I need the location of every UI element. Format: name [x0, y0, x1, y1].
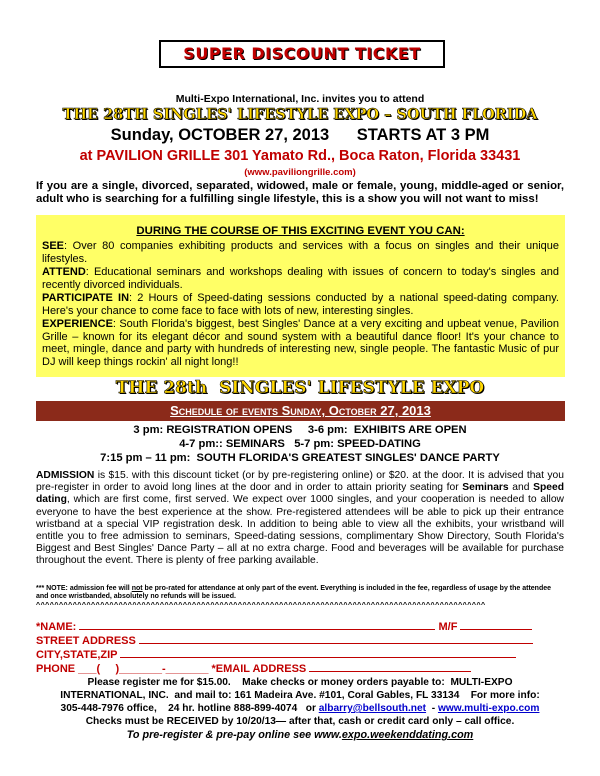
- experience-label: EXPERIENCE: [42, 318, 113, 330]
- name-label: *NAME:: [36, 621, 77, 633]
- see-item: [42, 240, 559, 265]
- venue-line: at PAVILION GRILLE 301 Yamato Rd., Boca Raton, Florida 33431: [79, 148, 521, 164]
- during-section: [36, 215, 565, 377]
- attend-text: : Educational seminars and workshops dealing with issues of concern to today's singles and recently divorced individuals.: [42, 266, 559, 291]
- admission-label: ADMISSION: [36, 470, 95, 481]
- footer-email-link[interactable]: albarry@bellsouth.net: [318, 703, 427, 714]
- expo-banner: THE 28th SINGLES' LIFESTYLE EXPO: [115, 378, 485, 398]
- experience-text: : South Florida's biggest, best Singles' Dance at a very exciting and upbeat venue, Pavilion Grille – known for its elegant décor and sound system with a beautiful dance floor! It's your chance to meet, mingle, dance and party with hundreds of interesting new, single people. The fantastic Music of pur DJ will keep things rockin' all night long!!: [42, 318, 559, 368]
- ticket-title-box: [159, 40, 445, 68]
- see-label: SEE: [42, 240, 65, 252]
- footer-preregister-link[interactable]: expo.weekenddating.com: [341, 729, 474, 741]
- admission-text-2: , which are first come, first served. We expect over 1000 singles, and your cooperation is needed to allow everyone to have the best experience at the show. Pre-registered attendees will be able to pick up their entrance wristband at a special VIP registration desk. In addition to being able to view all the exhibits, your wristband will entitle you to free admission to seminars, Speed-dating sessions, complimentary Show Directory, South Florida's Biggest and Best Singles' Dance Party – all at no extra charge. Food and beverages will be available for purchase throughout the event. There is plenty of free parking available.: [36, 494, 564, 567]
- event-title: THE 28TH SINGLES' LIFESTYLE EXPO – SOUTH FLORIDA: [62, 106, 538, 123]
- caret-divider: ^^^^^^^^^^^^^^^^^^^^^^^^^^^^^^^^^^^^^^^^^^^^^^^^^^^^^^^^^^^^^^^^^^^^^^^^^^^^^^^^^^^^^^^^^^^^^^^^^^: [36, 602, 486, 609]
- note-b: be pro-rated for attendance at only part of the event. Everything is included in the fee, regardless of usage by the attendee and once wristbanded, absolutely no refunds will be issued.: [36, 585, 552, 600]
- street-row: [36, 632, 564, 647]
- street-input[interactable]: [139, 632, 533, 644]
- footer-website-link[interactable]: www.multi-expo.com: [437, 703, 540, 714]
- intro-paragraph: If you are a single, divorced, separated, widowed, male or female, young, middle-aged or senior, adult who is searching for a fulfilling single lifestyle, this is a show you will not want to miss!: [36, 180, 564, 205]
- footer-line-2: INTERNATIONAL, INC. and mail to: 161 Madeira Ave. #101, Coral Gables, FL 33134 For more info:: [60, 690, 540, 701]
- admission-seminars: Seminars: [462, 482, 509, 494]
- note-not: not: [131, 585, 143, 592]
- venue-url[interactable]: (www.paviliongrille.com): [244, 167, 356, 178]
- city-input[interactable]: [120, 646, 516, 658]
- note-a: *** NOTE: admission fee will: [36, 585, 132, 592]
- see-text: : Over 80 companies exhibiting products and services with a focus on singles and their unique lifestyles.: [42, 240, 559, 265]
- participate-text: : 2 Hours of Speed-dating sessions conducted by a national speed-dating company. Here's your chance to come face to face with lots of new, interesting singles.: [42, 292, 559, 317]
- footer-line-5: [0, 729, 600, 741]
- attend-label: ATTEND: [42, 266, 86, 278]
- footer-line-3: [0, 703, 600, 714]
- admission-paragraph: [36, 470, 564, 568]
- participate-label: PARTICIPATE IN: [42, 292, 130, 304]
- schedule-heading: Schedule of events Sunday, October 27, 2013: [170, 403, 431, 418]
- footer-sep: -: [426, 703, 438, 714]
- name-row: [36, 618, 564, 633]
- date-line: [0, 126, 600, 145]
- email-input[interactable]: [309, 660, 471, 672]
- schedule-line-1: 3 pm: REGISTRATION OPENS 3-6 pm: EXHIBITS ARE OPEN: [133, 424, 467, 436]
- participate-item: [42, 292, 559, 317]
- city-row: [36, 646, 564, 661]
- admission-note: [36, 585, 564, 601]
- schedule-line-3: 7:15 pm – 11 pm: SOUTH FLORIDA'S GREATEST SINGLES' DANCE PARTY: [100, 452, 500, 464]
- city-label: CITY,STATE,ZIP: [36, 649, 118, 661]
- footer-preregister: To pre-register & pre-pay online see www.: [126, 729, 342, 741]
- phone-field[interactable]: PHONE ___( )_______-_______: [36, 663, 209, 675]
- email-label: *EMAIL ADDRESS: [211, 663, 307, 675]
- gender-input[interactable]: [460, 618, 532, 630]
- admission-text-1: is $15. with this discount ticket (or by pre-registering online) or $20. at the door. It is advised that you pre-register in order to avoid long lines at the door and in order to attain priority seating for: [36, 470, 564, 494]
- phone-email-row: [36, 660, 564, 675]
- admission-and: and: [508, 482, 534, 494]
- experience-item: [42, 318, 559, 368]
- admission-speed: Speed dating: [36, 482, 564, 506]
- name-input[interactable]: [79, 618, 435, 630]
- footer-contact: 305-448-7976 office, 24 hr. hotline 888-899-4074 or: [60, 703, 319, 714]
- gender-label: M/F: [438, 621, 458, 633]
- during-heading: DURING THE COURSE OF THIS EXCITING EVENT YOU CAN:: [136, 225, 465, 237]
- attend-item: [42, 266, 559, 291]
- invite-line: Multi-Expo International, Inc. invites you to attend: [175, 93, 425, 105]
- street-label: STREET ADDRESS: [36, 635, 136, 647]
- ticket-title: SUPER DISCOUNT TICKET: [183, 44, 421, 63]
- schedule-line-2: 4-7 pm:: SEMINARS 5-7 pm: SPEED-DATING: [179, 438, 421, 450]
- footer-line-1: Please register me for $15.00. Make checks or money orders payable to: MULTI-EXPO: [87, 677, 513, 688]
- schedule-heading-bar: [36, 401, 565, 421]
- date-text: Sunday, OCTOBER 27, 2013 STARTS AT 3 PM: [110, 126, 490, 144]
- footer-line-4: Checks must be RECEIVED by 10/20/13— after that, cash or credit card only – call office.: [85, 716, 515, 727]
